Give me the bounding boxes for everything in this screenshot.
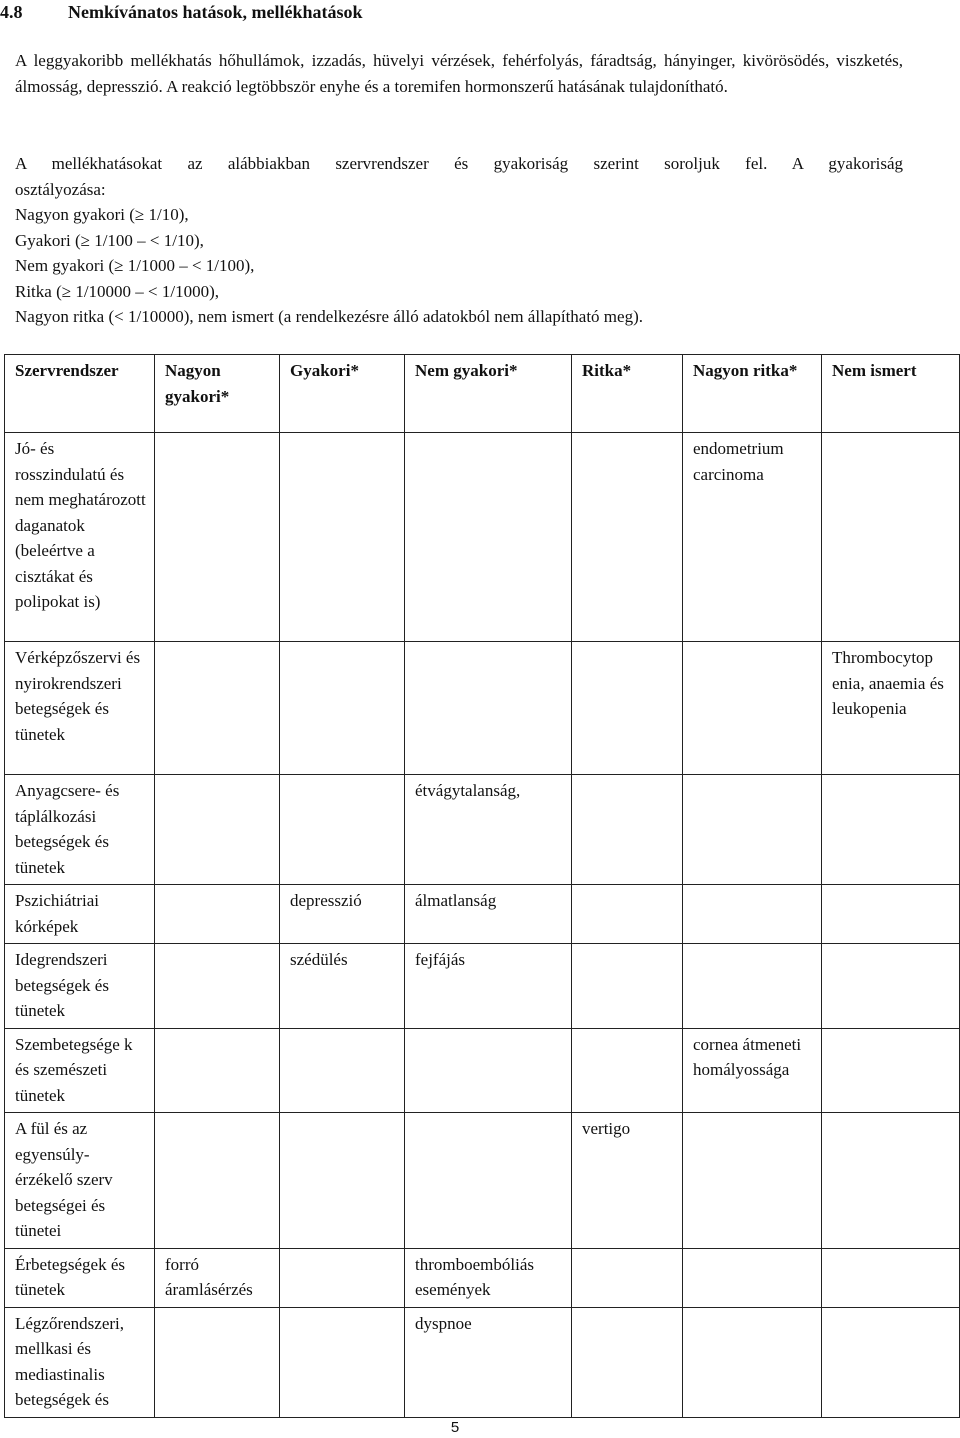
side-effects-table xyxy=(4,354,960,1418)
frequency-item: Nagyon ritka (< 1/10000), nem ismert (a rendelkezésre álló adatokból nem állapítható meg). xyxy=(15,307,643,326)
organ-system-cell: Érbetegségek és tünetek xyxy=(5,1248,155,1307)
table-cell xyxy=(155,642,280,775)
section-title: Nemkívánatos hatások, mellékhatások xyxy=(68,2,363,22)
table-header-row xyxy=(5,355,960,433)
table-cell: étvágytalanság, xyxy=(405,775,572,885)
table-cell xyxy=(572,775,683,885)
table-cell xyxy=(822,433,960,642)
table-cell xyxy=(155,433,280,642)
table-cell: forró áramlásérzés xyxy=(155,1248,280,1307)
column-header: Nagyon ritka* xyxy=(683,355,822,433)
table-row xyxy=(5,944,960,1029)
table-cell xyxy=(155,1307,280,1417)
table-row xyxy=(5,642,960,775)
table-cell: szédülés xyxy=(280,944,405,1029)
classification-line-1: A mellékhatásokat az alábbiakban szervrendszer és gyakoriság szerint soroljuk fel. A gyakoriság xyxy=(15,154,903,173)
frequency-item: Nem gyakori (≥ 1/1000 – < 1/100), xyxy=(15,256,255,275)
column-header: Gyakori* xyxy=(280,355,405,433)
table-row xyxy=(5,1307,960,1417)
table-cell xyxy=(822,1028,960,1113)
intro-text: A leggyakoribb mellékhatás hőhullámok, izzadás, hüvelyi vérzések, fehérfolyás, fáradtság, hányinger, kivörösödés, viszketés, álmosság, depresszió. A reakció legtöbbször enyhe és a toremifen hormonszerű hatásának tulajdonítható. xyxy=(15,51,903,96)
table-cell xyxy=(683,1248,822,1307)
table-cell: vertigo xyxy=(572,1113,683,1249)
section-heading xyxy=(0,0,363,24)
table-cell xyxy=(683,944,822,1029)
table-row xyxy=(5,1113,960,1249)
organ-system-cell: Vérképzőszervi és nyirokrendszeri betegségek és tünetek xyxy=(5,642,155,775)
column-header: Szervrendszer xyxy=(5,355,155,433)
table-cell xyxy=(572,642,683,775)
classification-paragraph xyxy=(15,151,903,330)
table-cell xyxy=(405,433,572,642)
frequency-item: Ritka (≥ 1/10000 – < 1/1000), xyxy=(15,281,220,301)
table-cell xyxy=(155,885,280,944)
table-cell: Thrombocytop enia, anaemia és leukopenia xyxy=(822,642,960,775)
table-cell xyxy=(572,944,683,1029)
table-cell xyxy=(683,1307,822,1417)
table-cell: fejfájás xyxy=(405,944,572,1029)
table-cell xyxy=(683,775,822,885)
table-cell: dyspnoe xyxy=(405,1307,572,1417)
table-row xyxy=(5,1248,960,1307)
table-cell: cornea átmeneti homályossága xyxy=(683,1028,822,1113)
organ-system-cell: Jó- és rosszindulatú és nem meghatározott daganatok (beleértve a cisztákat és polipokat is) xyxy=(5,433,155,642)
table-cell xyxy=(280,1113,405,1249)
section-number: 4.8 xyxy=(0,2,23,22)
table-cell xyxy=(822,944,960,1029)
table-cell xyxy=(572,433,683,642)
table-cell xyxy=(155,775,280,885)
table-cell xyxy=(572,1248,683,1307)
organ-system-cell: Légzőrendszeri, mellkasi és mediastinalis betegségek és xyxy=(5,1307,155,1417)
organ-system-cell: Anyagcsere- és táplálkozási betegségek és tünetek xyxy=(5,775,155,885)
table-row xyxy=(5,775,960,885)
organ-system-cell: Pszichiátriai kórképek xyxy=(5,885,155,944)
table-cell xyxy=(405,1113,572,1249)
table-cell xyxy=(683,885,822,944)
table-cell xyxy=(572,1028,683,1113)
table-cell xyxy=(280,1307,405,1417)
table-row xyxy=(5,1028,960,1113)
organ-system-cell: Idegrendszeri betegségek és tünetek xyxy=(5,944,155,1029)
table-cell: depresszió xyxy=(280,885,405,944)
table-cell xyxy=(572,885,683,944)
table-cell xyxy=(155,944,280,1029)
table-cell: álmatlanság xyxy=(405,885,572,944)
table-cell xyxy=(822,1113,960,1249)
frequency-item: Nagyon gyakori (≥ 1/10), xyxy=(15,205,189,224)
table-cell xyxy=(683,642,822,775)
table-cell xyxy=(822,1307,960,1417)
page-number: 5 xyxy=(450,1419,460,1436)
table-cell xyxy=(405,1028,572,1113)
organ-system-cell: Szembetegsége k és szemészeti tünetek xyxy=(5,1028,155,1113)
table-cell xyxy=(683,1113,822,1249)
table-cell xyxy=(822,775,960,885)
table-cell xyxy=(155,1113,280,1249)
column-header: Nem gyakori* xyxy=(405,355,572,433)
classification-line-2: osztályozása: xyxy=(15,179,106,199)
table-cell xyxy=(405,642,572,775)
table-cell xyxy=(280,1248,405,1307)
table-row xyxy=(5,433,960,642)
table-cell: thromboembóliás események xyxy=(405,1248,572,1307)
column-header: Ritka* xyxy=(572,355,683,433)
table-cell: endometrium carcinoma xyxy=(683,433,822,642)
table-cell xyxy=(155,1028,280,1113)
table-cell xyxy=(572,1307,683,1417)
table-cell xyxy=(280,433,405,642)
table-cell xyxy=(822,1248,960,1307)
organ-system-cell: A fül és az egyensúly-érzékelő szerv betegségei és tünetei xyxy=(5,1113,155,1249)
intro-paragraph xyxy=(15,48,903,99)
table-cell xyxy=(280,1028,405,1113)
table-cell xyxy=(280,775,405,885)
table-row xyxy=(5,885,960,944)
frequency-item: Gyakori (≥ 1/100 – < 1/10), xyxy=(15,230,204,250)
column-header: Nem ismert xyxy=(822,355,960,433)
table-cell xyxy=(280,642,405,775)
table-cell xyxy=(822,885,960,944)
column-header: Nagyon gyakori* xyxy=(155,355,280,433)
